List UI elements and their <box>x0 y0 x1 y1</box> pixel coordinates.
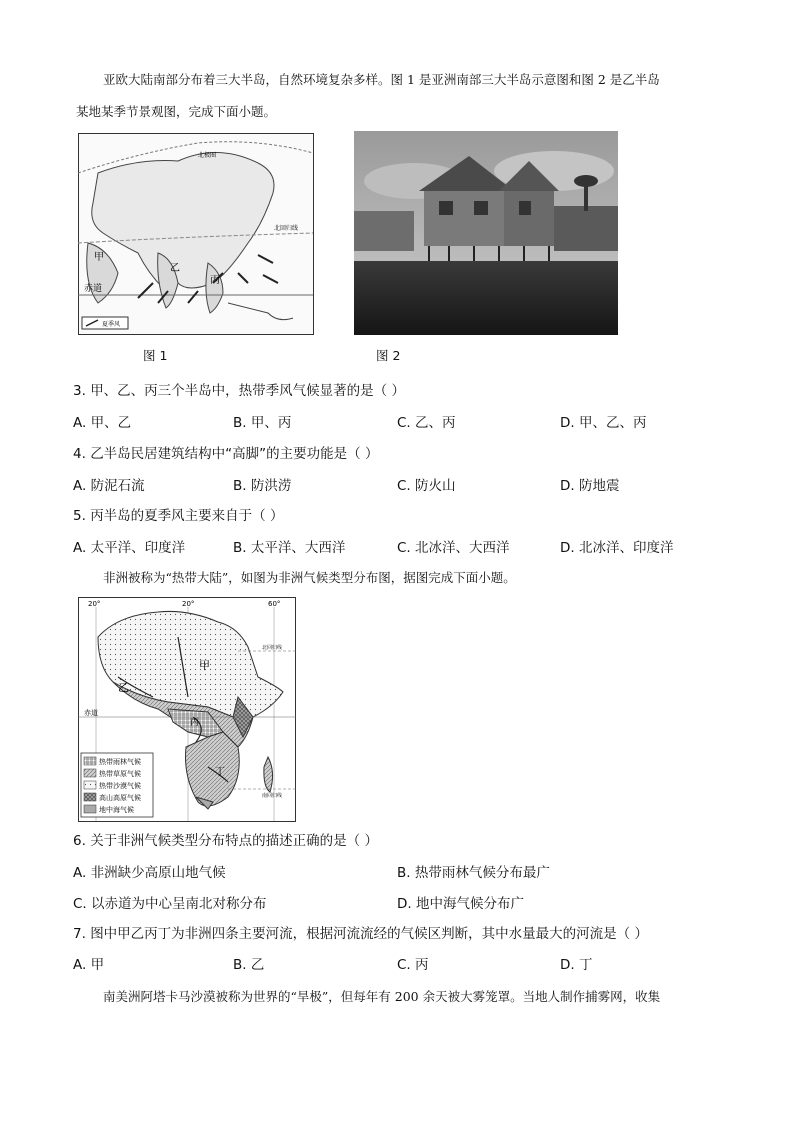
intro-paragraph-1-line-1: 亚欧大陆南部分布着三大半岛，自然环境复杂多样。图 1 是亚洲南部三大半岛示意图和图 2 是乙半岛 <box>103 72 660 87</box>
question-4-option-c[interactable]: C. 防火山 <box>397 478 456 494</box>
map1-label-arctic: 北极圈 <box>198 152 217 159</box>
figure-2-caption: 图 2 <box>376 348 401 363</box>
map2-legend-desert: 热带沙漠气候 <box>99 782 141 790</box>
map2-legend-mediterranean: 地中海气候 <box>99 806 134 814</box>
question-5-stem: 5. 丙半岛的夏季风主要来自于（ ） <box>73 508 284 524</box>
question-4-option-a[interactable]: A. 防泥石流 <box>73 478 145 494</box>
question-3-option-c[interactable]: C. 乙、丙 <box>397 415 456 431</box>
question-4-stem: 4. 乙半岛民居建筑结构中“高脚”的主要功能是（ ） <box>73 446 379 462</box>
map1-label-bing: 丙 <box>210 275 220 286</box>
question-6-option-d[interactable]: D. 地中海气候分布广 <box>397 896 524 912</box>
question-5-option-b[interactable]: B. 太平洋、大西洋 <box>233 540 346 556</box>
map2-label-equator: 赤道 <box>84 709 98 717</box>
map2-label-ding: 丁 <box>215 767 225 778</box>
question-4-option-b[interactable]: B. 防洪涝 <box>233 478 292 494</box>
question-3-option-a[interactable]: A. 甲、乙 <box>73 415 132 431</box>
question-7-option-b[interactable]: B. 乙 <box>233 957 265 973</box>
intro-paragraph-1-line-2: 某地某季节景观图，完成下面小题。 <box>76 104 277 119</box>
map2-lon-20w: 20° <box>88 600 101 608</box>
question-6-option-a[interactable]: A. 非洲缺少高原山地气候 <box>73 865 226 881</box>
question-7-option-c[interactable]: C. 丙 <box>397 957 429 973</box>
question-4-option-d[interactable]: D. 防地震 <box>560 478 620 494</box>
question-5-option-c[interactable]: C. 北冰洋、大西洋 <box>397 540 510 556</box>
map2-label-capricorn: 南回归线 <box>262 793 283 799</box>
stilt-house-photo <box>354 131 618 335</box>
asia-peninsulas-map <box>78 133 314 335</box>
map2-label-yi: 乙 <box>118 681 129 694</box>
question-5-option-a[interactable]: A. 太平洋、印度洋 <box>73 540 186 556</box>
question-6-option-b[interactable]: B. 热带雨林气候分布最广 <box>397 865 550 881</box>
question-7-option-d[interactable]: D. 丁 <box>560 957 593 973</box>
map2-label-bing: 丙 <box>190 718 200 728</box>
question-3-stem: 3. 甲、乙、丙三个半岛中，热带季风气候显著的是（ ） <box>73 383 405 399</box>
map2-legend-savanna: 热带草原气候 <box>99 770 141 778</box>
intro-paragraph-2: 非洲被称为“热带大陆”，如图为非洲气候类型分布图，据图完成下面小题。 <box>103 570 516 585</box>
question-6-option-c[interactable]: C. 以赤道为中心呈南北对称分布 <box>73 896 267 912</box>
map1-legend-summer-monsoon: 夏季风 <box>102 321 121 328</box>
intro-paragraph-3: 南美洲阿塔卡马沙漠被称为世界的“旱极”，但每年有 200 余天被大雾笼罩。当地人制作捕雾网，收集 <box>103 989 661 1004</box>
map2-lon-60e: 60° <box>268 600 281 608</box>
map2-label-jia: 甲 <box>199 659 210 672</box>
map2-label-cancer: 北回归线 <box>262 645 283 651</box>
map1-label-cancer: 北回归线 <box>274 225 299 232</box>
map2-lon-20e: 20° <box>182 600 195 608</box>
question-7-stem: 7. 图中甲乙丙丁为非洲四条主要河流，根据河流流经的气候区判断，其中水量最大的河流是（ ） <box>73 926 648 942</box>
question-6-stem: 6. 关于非洲气候类型分布特点的描述正确的是（ ） <box>73 833 378 849</box>
map1-label-yi: 乙 <box>170 263 180 274</box>
africa-climate-map <box>78 597 296 822</box>
question-5-option-d[interactable]: D. 北冰洋、印度洋 <box>560 540 674 556</box>
question-3-option-b[interactable]: B. 甲、丙 <box>233 415 292 431</box>
map2-legend-highland: 高山高原气候 <box>99 794 141 802</box>
map2-legend-rainforest: 热带雨林气候 <box>99 758 141 766</box>
map1-label-jia: 甲 <box>94 252 104 263</box>
map1-label-equator: 赤道 <box>84 284 103 294</box>
figure-1-caption: 图 1 <box>143 348 168 363</box>
question-7-option-a[interactable]: A. 甲 <box>73 957 105 973</box>
question-3-option-d[interactable]: D. 甲、乙、丙 <box>560 415 647 431</box>
